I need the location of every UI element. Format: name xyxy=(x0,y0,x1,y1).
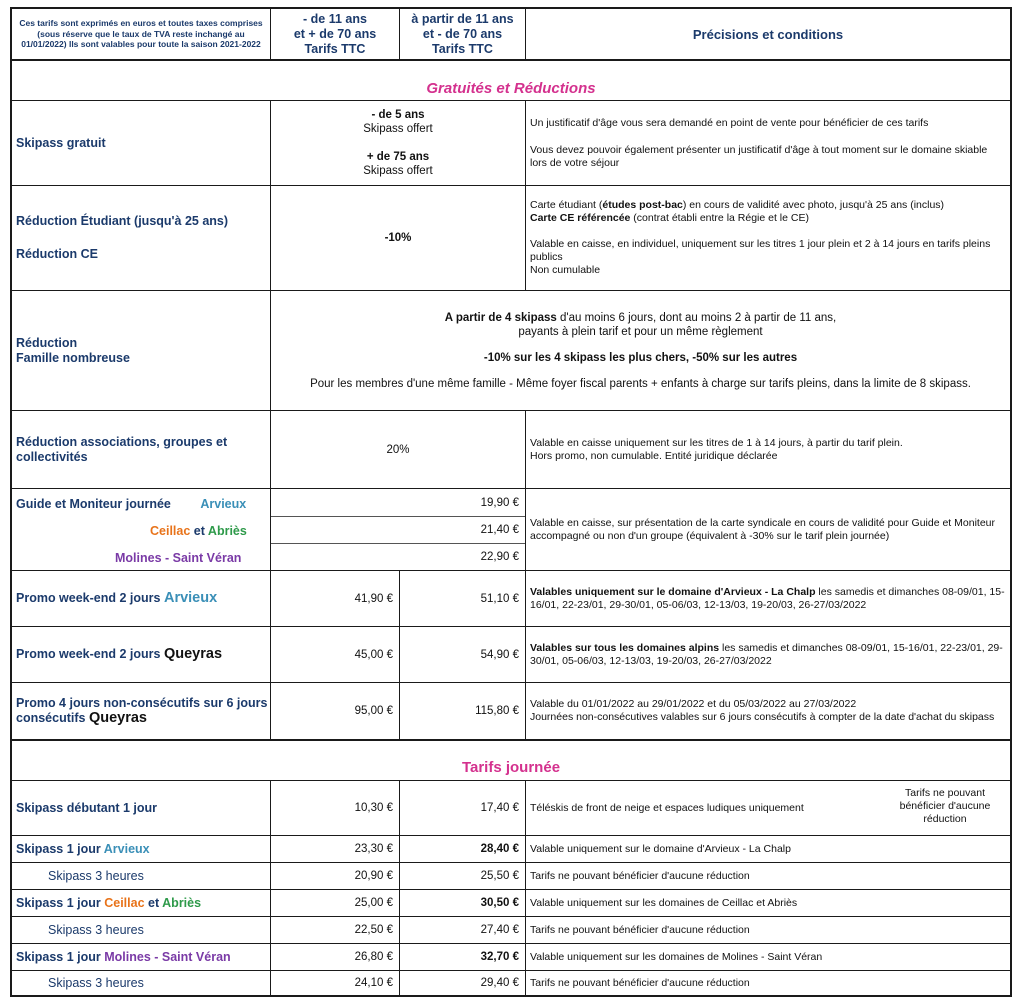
price-adult: 27,40 € xyxy=(399,917,525,943)
etudiant-cond2 xyxy=(526,212,1010,225)
text-bold: Carte CE référencée xyxy=(530,212,631,224)
promo4-label2 xyxy=(12,711,270,726)
row-label: Skipass gratuit xyxy=(16,135,106,150)
row-promo-weekend-arvieux xyxy=(12,571,1010,627)
value-cell xyxy=(270,489,525,570)
famille-line2: payants à plein tarif et pour un même règlement xyxy=(518,325,763,338)
row-skipass-molines xyxy=(12,944,1010,971)
row-skipass-debutant xyxy=(12,781,1010,836)
header-col3: Précisions et conditions xyxy=(692,26,844,42)
guide-price3: 22,90 € xyxy=(480,550,519,563)
assoc-label: Réduction associations, groupes et collectivités xyxy=(16,434,228,464)
price-adult: 25,50 € xyxy=(399,863,525,889)
label-cell xyxy=(12,291,270,410)
debutant-label: Skipass débutant 1 jour xyxy=(16,800,158,815)
row-promo-weekend-queyras xyxy=(12,627,1010,683)
row-guide-moniteur xyxy=(12,489,1010,571)
etudiant-value: -10% xyxy=(384,232,412,244)
label-cell xyxy=(12,836,270,862)
promo4-label1: Promo 4 jours non-consécutifs sur 6 jours xyxy=(16,696,268,710)
molines-label xyxy=(12,950,270,965)
guide-line3 xyxy=(12,551,270,565)
guide-line2 xyxy=(12,524,270,538)
etudiant-cond3: Valable en caisse, en individuel, uniquement sur les titres 1 jour plein et 2 à 14 jours en tarifs pleins publics xyxy=(530,238,991,263)
promo-queyras-label xyxy=(12,647,270,662)
text: (contrat établi entre la Régie et le CE) xyxy=(630,212,809,224)
row-associations xyxy=(12,411,1010,489)
label-cell xyxy=(12,489,270,570)
assoc-cond2: Hors promo, non cumulable. Entité juridique déclarée xyxy=(530,449,778,462)
text: consécutifs xyxy=(16,711,89,725)
text: Carte étudiant ( xyxy=(530,199,603,211)
text-bold: Valables sur tous les domaines alpins xyxy=(530,641,720,654)
guide-price1: 19,90 € xyxy=(271,489,525,517)
price-child: 22,50 € xyxy=(270,917,399,943)
guide-cond: Valable en caisse, sur présentation de la carte syndicale en cours de validité pour Guide et Moniteur accompagné ou non d'un groupe (équivalent à -30% sur le tarif plein journée) xyxy=(530,516,995,542)
debutant-cond: Téléskis de front de neige et espaces ludiques uniquement xyxy=(530,801,804,814)
price-adult: 115,80 € xyxy=(399,683,525,739)
molines-cond: Valable uniquement sur les domaines de Molines - Saint Véran xyxy=(530,950,823,963)
ceillac-3h-label: Skipass 3 heures xyxy=(48,923,144,937)
text: et xyxy=(190,524,208,538)
price-adult: 28,40 € xyxy=(399,836,525,862)
price-child: 25,00 € xyxy=(270,890,399,916)
value-cell xyxy=(270,411,525,488)
gratuit-b-title: + de 75 ans xyxy=(366,151,430,163)
text: Skipass 1 jour xyxy=(16,895,105,910)
text: les samedis et dimanches 08-09/01, 15-16/01, 22-23/01, 29-30/01, 05-06/03, 12-13/03, 19-20/03, 26-27/03/2022 xyxy=(530,585,1005,611)
header-note-cell xyxy=(12,9,270,59)
price-child: 24,10 € xyxy=(270,971,399,995)
conditions-cell xyxy=(525,186,1010,290)
label-cell xyxy=(12,411,270,488)
conditions-cell xyxy=(525,863,1010,889)
label-cell xyxy=(12,571,270,626)
price-child: 45,00 € xyxy=(270,627,399,682)
price-child: 95,00 € xyxy=(270,683,399,739)
guide-loc-abries: Abriès xyxy=(207,524,247,538)
promo-arvieux-cond xyxy=(526,586,1010,612)
place-arvieux: Arvieux xyxy=(163,590,218,606)
place-ceillac: Ceillac xyxy=(104,895,145,910)
guide-loc-ceillac: Ceillac xyxy=(150,524,191,538)
label-cell xyxy=(12,101,270,185)
conditions-cell xyxy=(525,411,1010,488)
ce-label: Réduction CE xyxy=(16,247,98,261)
assoc-value: 20% xyxy=(386,443,410,456)
price-child: 23,30 € xyxy=(270,836,399,862)
text: Skipass 1 jour xyxy=(16,841,104,856)
header-row xyxy=(12,9,1010,60)
conditions-cell xyxy=(525,890,1010,916)
etudiant-cond4: Non cumulable xyxy=(530,264,601,276)
header-col-adult xyxy=(399,9,525,59)
place-queyras: Queyras xyxy=(163,646,223,662)
header-col1-line3: Tarifs TTC xyxy=(304,41,366,56)
promo-arvieux-label xyxy=(12,591,270,606)
price-adult: 30,50 € xyxy=(399,890,525,916)
row-molines-3h xyxy=(12,971,1010,995)
place-abries: Abriès xyxy=(162,895,202,910)
label-cell xyxy=(12,917,270,943)
gratuit-cond1: Un justificatif d'âge vous sera demandé en point de vente pour bénéficier de ces tarifs xyxy=(530,116,929,129)
row-arvieux-3h xyxy=(12,863,1010,890)
section-gratuites xyxy=(12,60,1010,101)
etudiant-cond1 xyxy=(526,199,1010,212)
section-tarifs-journee xyxy=(12,740,1010,781)
text-bold: études post-bac xyxy=(602,199,683,211)
ceillac-3h-cond: Tarifs ne pouvant bénéficier d'aucune réduction xyxy=(530,923,750,936)
place-queyras: Queyras xyxy=(88,710,147,726)
place-molines: Molines - Saint Véran xyxy=(104,949,231,964)
text: d'au moins 6 jours, dont au moins 2 à partir de 11 ans, xyxy=(556,311,837,324)
label-cell xyxy=(12,781,270,835)
label-cell xyxy=(12,971,270,995)
section-title-gratuites: Gratuités et Réductions xyxy=(426,80,596,97)
gratuit-b-sub: Skipass offert xyxy=(363,165,433,177)
header-note: Ces tarifs sont exprimés en euros et toutes taxes comprises (sous réserve que le taux de TVA reste inchangé au 01/01/2022) Ils sont valables pour toute la saison 2021-2022 xyxy=(19,18,263,50)
promo-queyras-cond xyxy=(526,642,1010,668)
arvieux-cond: Valable uniquement sur le domaine d'Arvieux - La Chalp xyxy=(530,842,791,855)
tariff-table xyxy=(10,7,1012,997)
conditions-cell xyxy=(525,917,1010,943)
conditions-cell xyxy=(525,836,1010,862)
price-child: 10,30 € xyxy=(270,781,399,835)
arvieux-label xyxy=(12,842,270,857)
value-cell xyxy=(270,101,525,185)
famille-merged-cell xyxy=(270,291,1010,410)
guide-loc-molines: Molines - Saint Véran xyxy=(115,551,242,565)
row-ceillac-3h xyxy=(12,917,1010,944)
molines-3h-label: Skipass 3 heures xyxy=(48,976,144,990)
value-cell xyxy=(270,186,525,290)
header-col-child xyxy=(270,9,399,59)
text: les samedis et dimanches 08-09/01, 15-16/01, 22-23/01, 29-30/01, 05-06/03, 12-13/03, 19-20/03, 26-27/03/2022 xyxy=(530,641,1003,667)
price-child: 41,90 € xyxy=(270,571,399,626)
label-cell xyxy=(12,683,270,739)
text: et xyxy=(144,895,163,910)
conditions-cell xyxy=(525,944,1010,970)
label-cell xyxy=(12,863,270,889)
etudiant-label: Réduction Étudiant (jusqu'à 25 ans) xyxy=(16,214,229,228)
label-cell xyxy=(12,890,270,916)
text-bold: Valables uniquement sur le domaine d'Arvieux - La Chalp xyxy=(530,585,816,598)
assoc-cond1: Valable en caisse uniquement sur les titres de 1 à 14 jours, à partir du tarif plein. xyxy=(530,436,903,449)
guide-label: Guide et Moniteur journée xyxy=(16,497,171,511)
text: Promo week-end 2 jours xyxy=(16,647,164,661)
arvieux-3h-cond: Tarifs ne pouvant bénéficier d'aucune réduction xyxy=(530,869,750,882)
header-col2-line3: Tarifs TTC xyxy=(432,41,493,56)
guide-loc-arvieux: Arvieux xyxy=(200,497,247,511)
row-skipass-ceillac xyxy=(12,890,1010,917)
price-adult: 51,10 € xyxy=(399,571,525,626)
famille-line4: Pour les membres d'une même famille - Même foyer fiscal parents + enfants à charge sur tarifs pleins, dans la limite de 8 skipass. xyxy=(310,377,971,390)
no-reduction-note: Tarifs ne pouvant bénéficier d'aucune réduction xyxy=(899,787,991,825)
row-skipass-arvieux xyxy=(12,836,1010,863)
famille-label1: Réduction xyxy=(16,335,78,350)
conditions-cell xyxy=(525,627,1010,682)
price-adult: 32,70 € xyxy=(399,944,525,970)
conditions-cell xyxy=(525,571,1010,626)
label-cell xyxy=(12,186,270,290)
header-col-conditions xyxy=(525,9,1010,59)
price-adult: 54,90 € xyxy=(399,627,525,682)
guide-line1 xyxy=(12,497,270,511)
arvieux-3h-label: Skipass 3 heures xyxy=(48,869,144,883)
gratuit-cond2: Vous devez pouvoir également présenter un justificatif d'âge à tout moment sur le domaine skiable lors de votre séjour xyxy=(530,143,988,169)
row-promo-4-jours xyxy=(12,683,1010,740)
famille-line1 xyxy=(271,311,1010,325)
label-cell xyxy=(12,627,270,682)
text: Promo week-end 2 jours xyxy=(16,591,164,605)
conditions-cell xyxy=(525,971,1010,995)
price-child: 26,80 € xyxy=(270,944,399,970)
header-col1-line2: et + de 70 ans xyxy=(293,26,377,41)
header-col2-line2: et - de 70 ans xyxy=(422,26,503,41)
ceillac-cond: Valable uniquement sur les domaines de Ceillac et Abriès xyxy=(530,896,798,909)
gratuit-a-title: - de 5 ans xyxy=(371,109,425,121)
ceillac-label xyxy=(12,896,270,911)
text: Skipass 1 jour xyxy=(16,949,105,964)
conditions-cell xyxy=(525,781,1010,835)
guide-price2: 21,40 € xyxy=(271,516,525,544)
promo4-cond2: Journées non-consécutives valables sur 6 jours consécutifs à compter de la date d'achat du skipass xyxy=(530,711,995,723)
label-cell xyxy=(12,944,270,970)
row-famille-nombreuse xyxy=(12,291,1010,411)
text-bold: A partir de 4 skipass xyxy=(444,311,557,324)
header-col1-line1: - de 11 ans xyxy=(303,11,367,26)
conditions-cell xyxy=(525,683,1010,739)
molines-3h-cond: Tarifs ne pouvant bénéficier d'aucune réduction xyxy=(530,976,750,989)
header-col2-line1: à partir de 11 ans xyxy=(411,11,514,26)
famille-label2: Famille nombreuse xyxy=(16,350,130,365)
section-title-journee: Tarifs journée xyxy=(461,759,561,776)
famille-line3: -10% sur les 4 skipass les plus chers, -50% sur les autres xyxy=(483,351,798,364)
conditions-cell xyxy=(525,101,1010,185)
place-arvieux: Arvieux xyxy=(103,841,150,856)
price-adult: 17,40 € xyxy=(399,781,525,835)
price-child: 20,90 € xyxy=(270,863,399,889)
text: ) en cours de validité avec photo, jusqu'à 25 ans (inclus) xyxy=(682,199,945,211)
gratuit-a-sub: Skipass offert xyxy=(363,123,433,135)
conditions-cell xyxy=(525,489,1010,570)
row-reduction-etudiant xyxy=(12,186,1010,291)
row-skipass-gratuit xyxy=(12,101,1010,186)
promo4-cond1: Valable du 01/01/2022 au 29/01/2022 et du 05/03/2022 au 27/03/2022 xyxy=(530,698,857,710)
price-adult: 29,40 € xyxy=(399,971,525,995)
